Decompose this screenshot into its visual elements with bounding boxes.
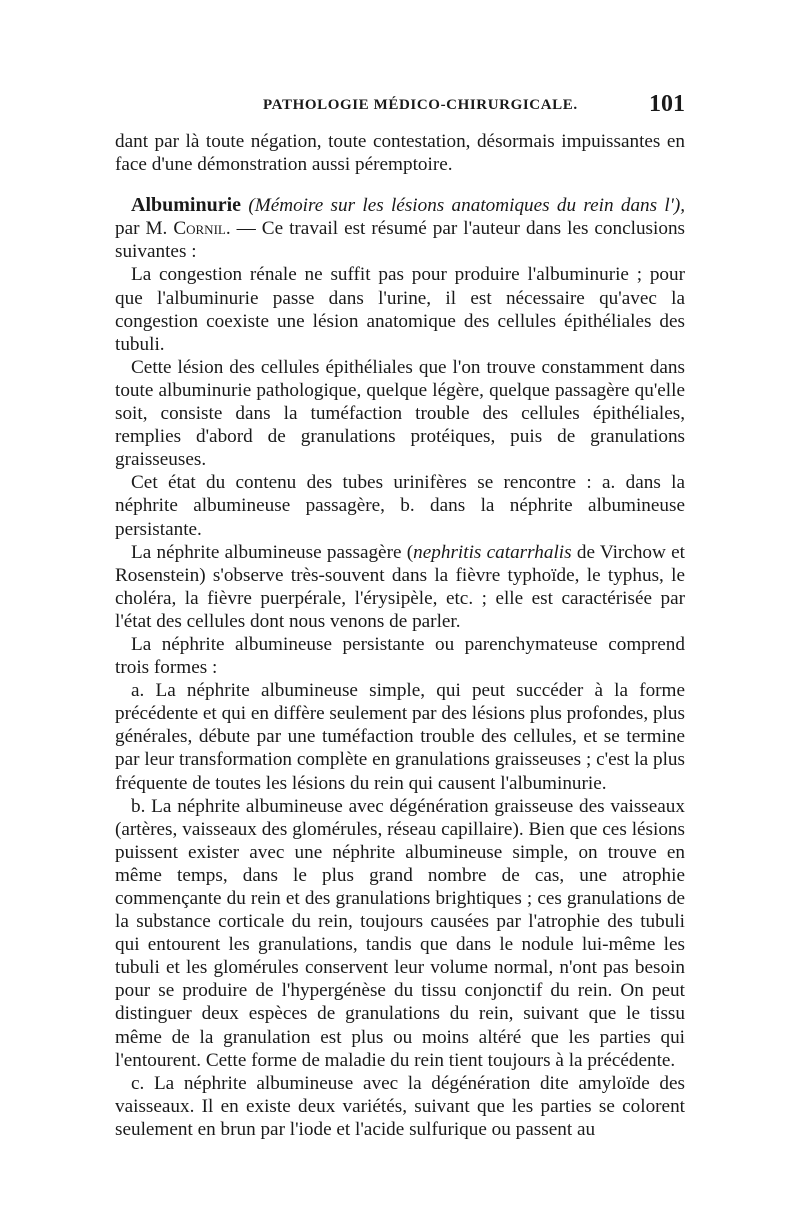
paragraph-form-a: a. La néphrite albumineuse simple, qui peut succéder à la forme précédente et qui en diffère seulement par des lésions plus profondes, plus générales, débute par une tuméfaction trouble des cellules, et se termine par leur transformation complète en granulations graisseuses ; c'est la plus fréquente de toutes les lésions du rein qui causent l'albuminurie. bbox=[115, 680, 685, 794]
paragraph-text: de Virchow et Rosenstein) s'observe très-souvent dans la fièvre typhoïde, le typhus, le choléra, la fièvre puerpérale, l'érysipèle, etc. ; elle est caractérisée par l'état des cellules dont nous venons de parler. bbox=[115, 541, 685, 632]
paragraph: La congestion rénale ne suffit pas pour produire l'albuminurie ; pour que l'albuminurie passe dans l'urine, il est nécessaire qu'avec la congestion coexiste une lésion anatomique des cellules épithéliales des tubuli. bbox=[115, 264, 685, 355]
page-header bbox=[115, 91, 685, 123]
paragraph: Cette lésion des cellules épithéliales que l'on trouve constamment dans toute albuminurie pathologique, quelque légère, quelque passagère qu'elle soit, consiste dans la tuméfaction trouble des cellules épithéliales, remplies d'abord de granulations protéiques, puis de granulations graisseuses. bbox=[115, 356, 685, 471]
paragraph-text: . — Ce travail est résumé par l'auteur dans les conclusions suivantes : bbox=[115, 218, 686, 263]
latin-term: nephritis catarrhalis bbox=[413, 541, 572, 563]
author-name: Cornil bbox=[173, 218, 226, 240]
section-title: Albuminurie bbox=[131, 194, 242, 217]
running-title: PATHOLOGIE MÉDICO-CHIRURGICALE. bbox=[263, 97, 578, 113]
paragraph-form-b: b. La néphrite albumineuse avec dégénération graisseuse des vaisseaux (artères, vaisseaux des glomérules, réseau capillaire). Bien que ces lésions puissent exister avec une néphrite albumineuse simple, on trouve en même temps, dans le plus grand nombre de cas, une atrophie commençante du rein et des granulations brightiques ; ces granulations de la substance corticale du rein, toujours causées par l'atrophie des tubuli qui entourent les granulations, tandis que dans le nodule lui-même les tubuli et les glomérules conservent leur volume normal, n'ont pas besoin pour se produire de l'hypergénèse du tissu conjonctif du rein. On peut distinguer deux espèces de granulations du rein, suivant que le tissu même de la granulation est plus ou moins altéré que les parties qui l'entourent. Cette forme de maladie du rein tient toujours à la précédente. bbox=[115, 795, 685, 1071]
paragraph-form-c: c. La néphrite albumineuse avec la dégénération dite amyloïde des vaisseaux. Il en existe deux variétés, suivant que les parties se colorent seulement en brun par l'iode et l'acide sulfurique ou passent au bbox=[115, 1072, 685, 1140]
paragraph: La néphrite albumineuse persistante ou parenchymateuse comprend trois formes : bbox=[115, 633, 685, 679]
paragraph-text: La néphrite albumineuse passagère ( bbox=[131, 541, 414, 563]
paragraph-continuation: dant par là toute négation, toute contestation, désormais impuissantes en face d'une démonstration aussi péremptoire. bbox=[115, 131, 685, 176]
paragraph: Cet état du contenu des tubes urinifères se rencontre : a. dans la néphrite albumineuse passagère, b. dans la néphrite albumineuse persistante. bbox=[115, 472, 685, 540]
by-text: par M. bbox=[115, 218, 168, 240]
paragraph-albuminurie bbox=[115, 194, 685, 263]
paragraph bbox=[115, 541, 685, 633]
page-number: 101 bbox=[649, 91, 685, 117]
citation: (Mémoire sur les lésions anatomiques du rein dans l'), bbox=[248, 195, 686, 217]
body-text bbox=[115, 130, 685, 1141]
